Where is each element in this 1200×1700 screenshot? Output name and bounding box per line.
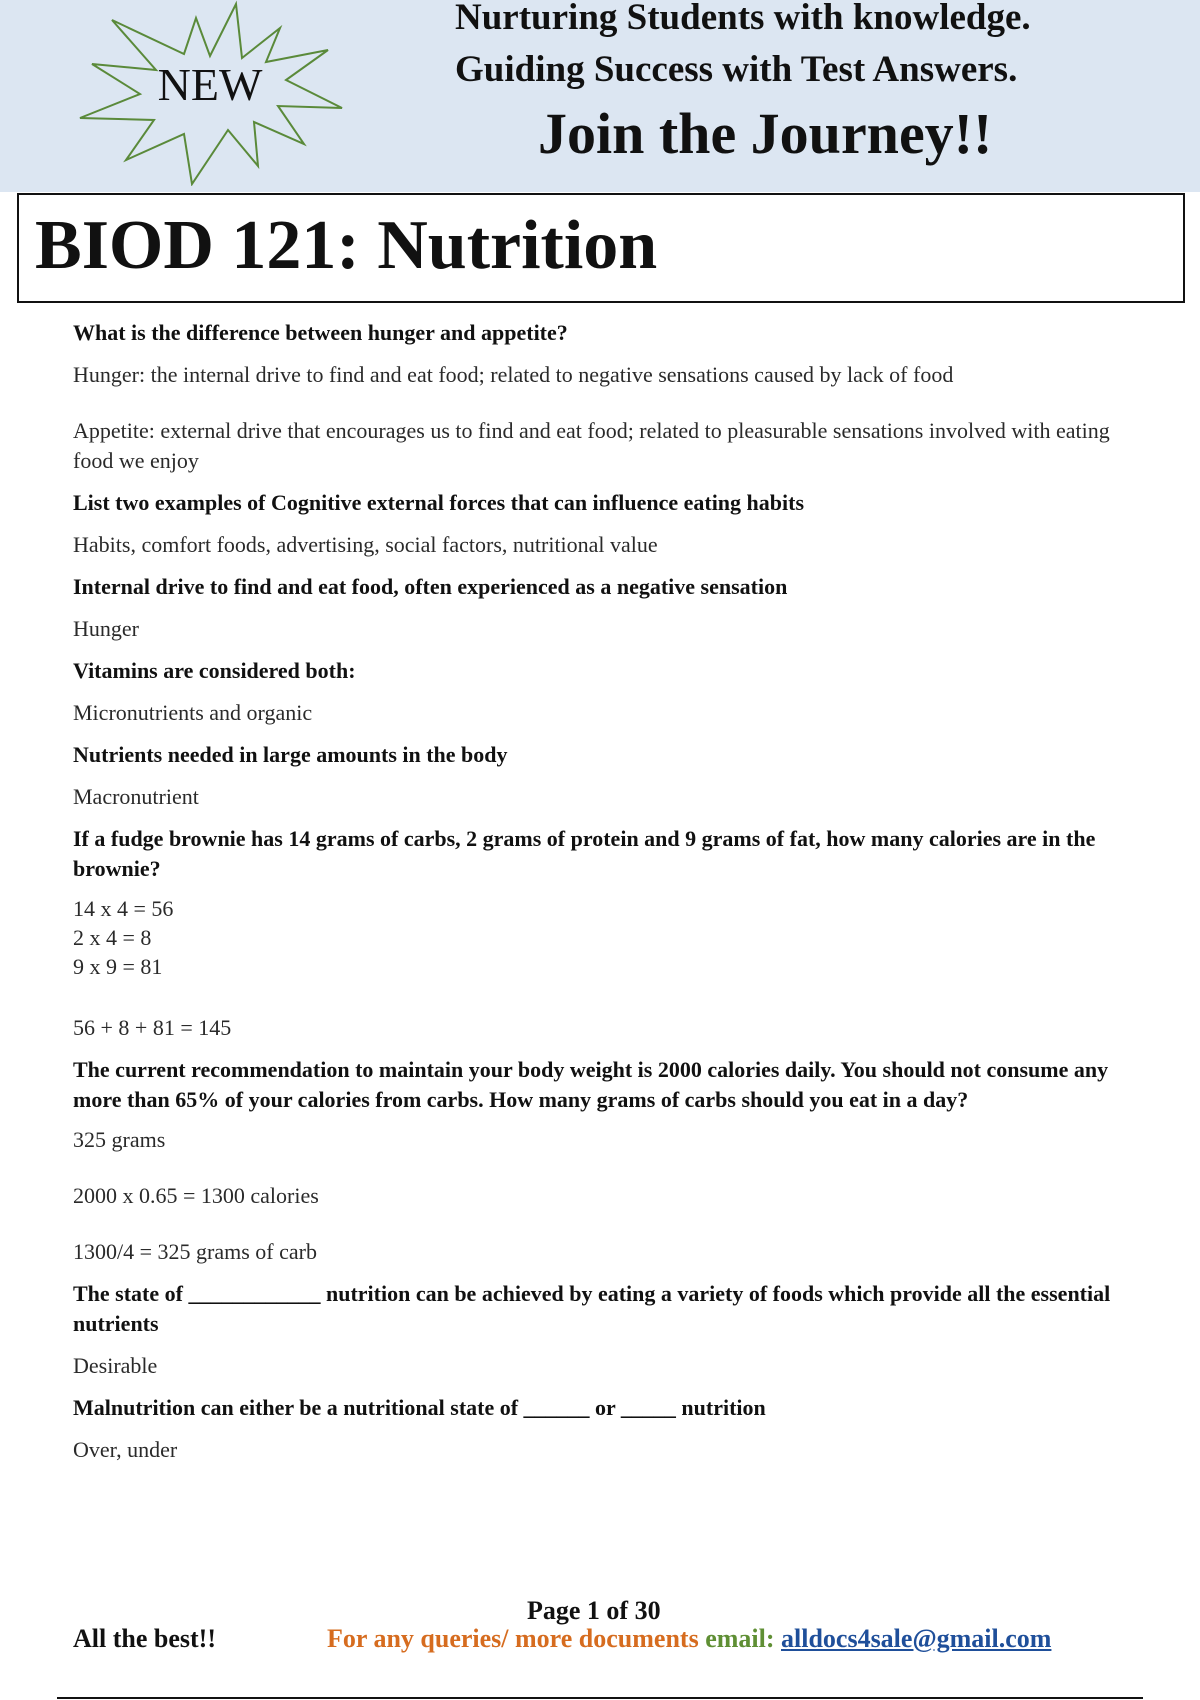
question: Internal drive to find and eat food, often experienced as a negative sensation	[73, 574, 788, 599]
answer: Hunger: the internal drive to find and eat food; related to negative sensations caused by lack of food	[73, 362, 954, 387]
title-box	[17, 193, 1185, 303]
answer: Appetite: external drive that encourages us to find and eat food; related to pleasurable sensations involved with eating food we enjoy	[73, 418, 1110, 473]
answer: Desirable	[73, 1353, 158, 1378]
answer: Macronutrient	[73, 784, 199, 809]
question: If a fudge brownie has 14 grams of carbs, 2 grams of protein and 9 grams of fat, how many calories are in the brownie?	[73, 826, 1096, 881]
calculation-line: 2 x 4 = 8	[73, 925, 152, 950]
footer-divider	[57, 1697, 1143, 1699]
answer: 325 grams	[73, 1127, 166, 1152]
question: The current recommendation to maintain your body weight is 2000 calories daily. You should not consume any more than 65% of your calories from carbs. How many grams of carbs should you eat in a day?	[73, 1057, 1109, 1112]
answer: Habits, comfort foods, advertising, social factors, nutritional value	[73, 532, 658, 557]
page-number: Page 1 of 30	[527, 1596, 661, 1625]
calculation-line: 14 x 4 = 56	[73, 896, 174, 921]
answer: Hunger	[73, 616, 139, 641]
answer: 56 + 8 + 81 = 145	[73, 1015, 232, 1040]
answer: Micronutrients and organic	[73, 700, 313, 725]
question: Malnutrition can either be a nutritional state of ______ or _____ nutrition	[73, 1395, 766, 1420]
question: Nutrients needed in large amounts in the body	[73, 742, 508, 767]
calculation-line: 9 x 9 = 81	[73, 954, 163, 979]
header-banner	[0, 0, 1200, 192]
contact-line	[327, 1624, 1051, 1654]
answer: 1300/4 = 325 grams of carb	[73, 1239, 317, 1264]
tagline-join: Join the Journey!!	[538, 101, 993, 166]
question: Vitamins are considered both:	[73, 658, 356, 683]
calculation-block	[73, 894, 1133, 981]
email-link[interactable]: alldocs4sale@gmail.com	[781, 1624, 1052, 1653]
document-title: BIOD 121: Nutrition	[35, 207, 658, 284]
question: List two examples of Cognitive external forces that can influence eating habits	[73, 490, 805, 515]
tagline-guiding: Guiding Success with Test Answers.	[455, 49, 1018, 90]
answer: 2000 x 0.65 = 1300 calories	[73, 1183, 319, 1208]
question: The state of ____________ nutrition can be achieved by eating a variety of foods which provide all the essential nutrients	[73, 1281, 1111, 1336]
all-the-best-note: All the best!!	[73, 1624, 216, 1653]
qa-content	[73, 318, 1133, 1477]
queries-text: For any queries/ more documents	[327, 1624, 699, 1653]
answer: Over, under	[73, 1437, 178, 1462]
question: What is the difference between hunger and appetite?	[73, 320, 568, 345]
tagline-nurturing: Nurturing Students with knowledge.	[455, 0, 1031, 38]
new-badge-label: NEW	[157, 59, 263, 110]
email-label: email:	[705, 1624, 775, 1653]
